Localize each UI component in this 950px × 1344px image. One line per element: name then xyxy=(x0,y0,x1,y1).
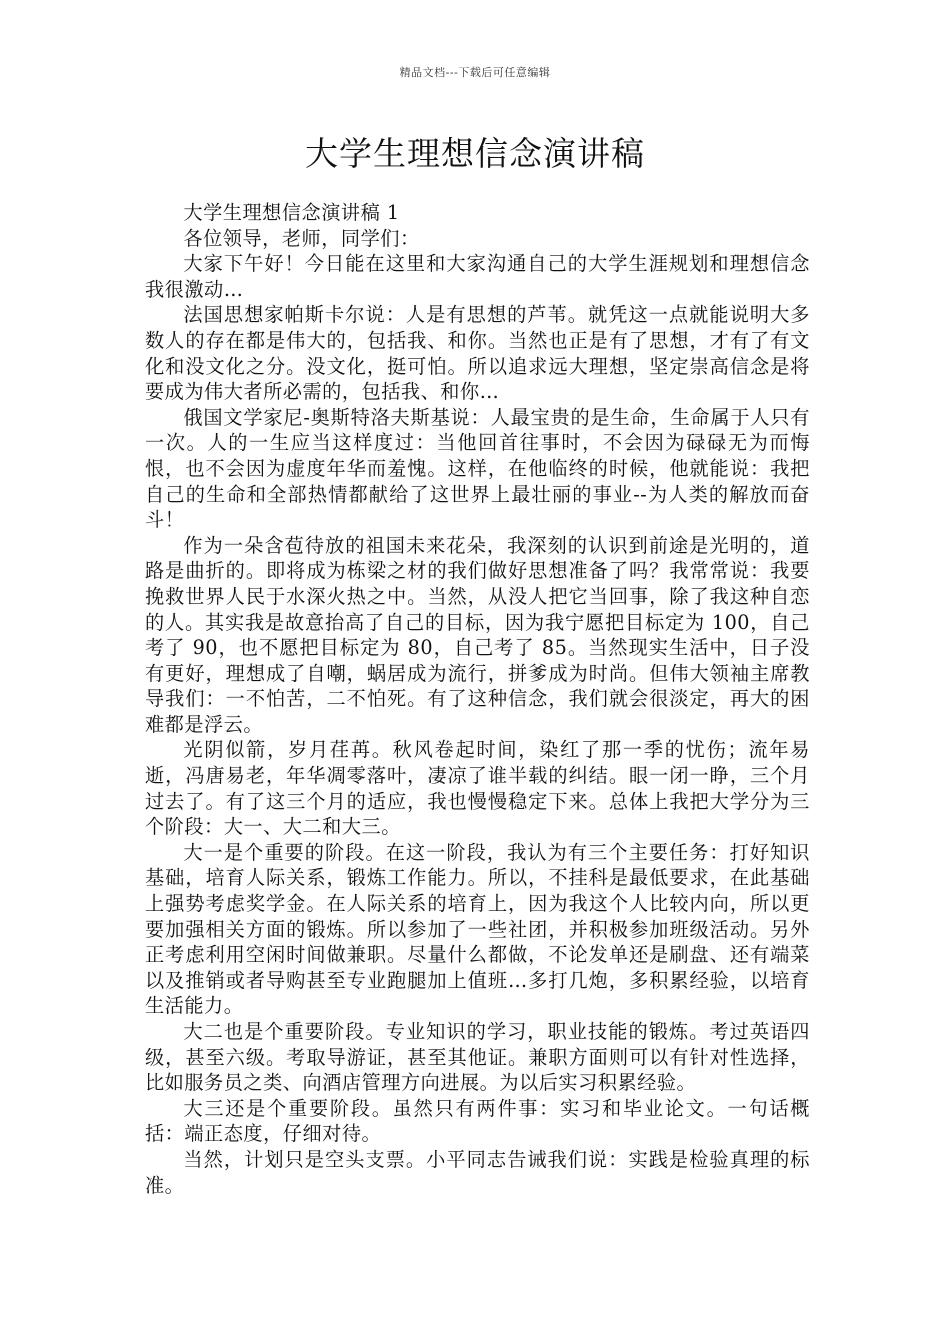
paragraph: 俄国文学家尼-奥斯特洛夫斯基说：人最宝贵的是生命，生命属于人只有一次。人的一生应当这样度过：当他回首往事时，不会因为碌碌无为而悔恨，也不会因为虚度年华而羞愧。这样，在他临终的时候，他就能说：我把自己的生命和全部热情都献给了这世界上最壮丽的事业--为人类的解放而奋斗！ xyxy=(145,405,810,532)
paragraph: 作为一朵含苞待放的祖国未来花朵，我深刻的认识到前途是光明的，道路是曲折的。即将成为栋梁之材的我们做好思想准备了吗？我常常说：我要挽救世界人民于水深火热之中。当然，从没人把它当回事，除了我这种自恋的人。其实我是故意抬高了自己的目标，因为我宁愿把目标定为 100，自己考了 90，也不愿把目标定为 80，自己考了 85。当然现实生活中，日子没有更好，理想成了自嘲，蜗居成为流行，拼爹成为时尚。但伟大领袖主席教导我们：一不怕苦，二不怕死。有了这种信念，我们就会很淡定，再大的困难都是浮云。 xyxy=(145,533,810,736)
header-note: 精品文档---下载后可任意编辑 xyxy=(399,66,551,79)
paragraph: 大三还是个重要阶段。虽然只有两件事：实习和毕业论文。一句话概括：端正态度，仔细对待。 xyxy=(145,1096,810,1146)
paragraph: 当然，计划只是空头支票。小平同志告诫我们说：实践是检验真理的标准。 xyxy=(145,1147,810,1197)
paragraph: 大一是个重要的阶段。在这一阶段，我认为有三个主要任务：打好知识基础，培育人际关系，锻炼工作能力。所以，不挂科是最低要求，在此基础上强势考虑奖学金。在人际关系的培育上，因为我这个人比较内向，所以更要加强相关方面的锻炼。所以参加了一些社团，并积极参加班级活动。另外正考虑利用空闲时间做兼职。尽量什么都做，不论发单还是刷盘、还有端菜以及推销或者导购甚至专业跑腿加上值班…多打几炮，多积累经验，以培育生活能力。 xyxy=(145,840,810,1018)
document-body xyxy=(145,200,810,1198)
paragraph-greeting: 各位领导，老师，同学们： xyxy=(183,226,420,250)
paragraph-subtitle: 大学生理想信念演讲稿 1 xyxy=(183,201,400,224)
document-title: 大学生理想信念演讲稿 xyxy=(305,134,645,173)
paragraph: 法国思想家帕斯卡尔说：人是有思想的芦苇。就凭这一点就能说明大多数人的存在都是伟大的，包括我、和你。当然也正是有了思想，才有了有文化和没文化之分。没文化，挺可怕。所以追求远大理想，坚定崇高信念是将要成为伟大者所必需的，包括我、和你… xyxy=(145,303,810,404)
paragraph: 大家下午好！今日能在这里和大家沟通自己的大学生涯规划和理想信念我很激动… xyxy=(145,252,810,301)
paragraph: 光阴似箭，岁月荏苒。秋风卷起时间，染红了那一季的忧伤；流年易逝，冯唐易老，年华凋零落叶，凄凉了谁半载的纠结。眼一闭一睁，三个月过去了。有了这三个月的适应，我也慢慢稳定下来。总体上我把大学分为三个阶段：大一、大二和大三。 xyxy=(145,738,810,839)
paragraph: 大二也是个重要阶段。专业知识的学习，职业技能的锻炼。考过英语四级，甚至六级。考取导游证，甚至其他证。兼职方面则可以有针对性选择，比如服务员之类、向酒店管理方向进展。为以后实习积累经验。 xyxy=(145,1020,810,1095)
